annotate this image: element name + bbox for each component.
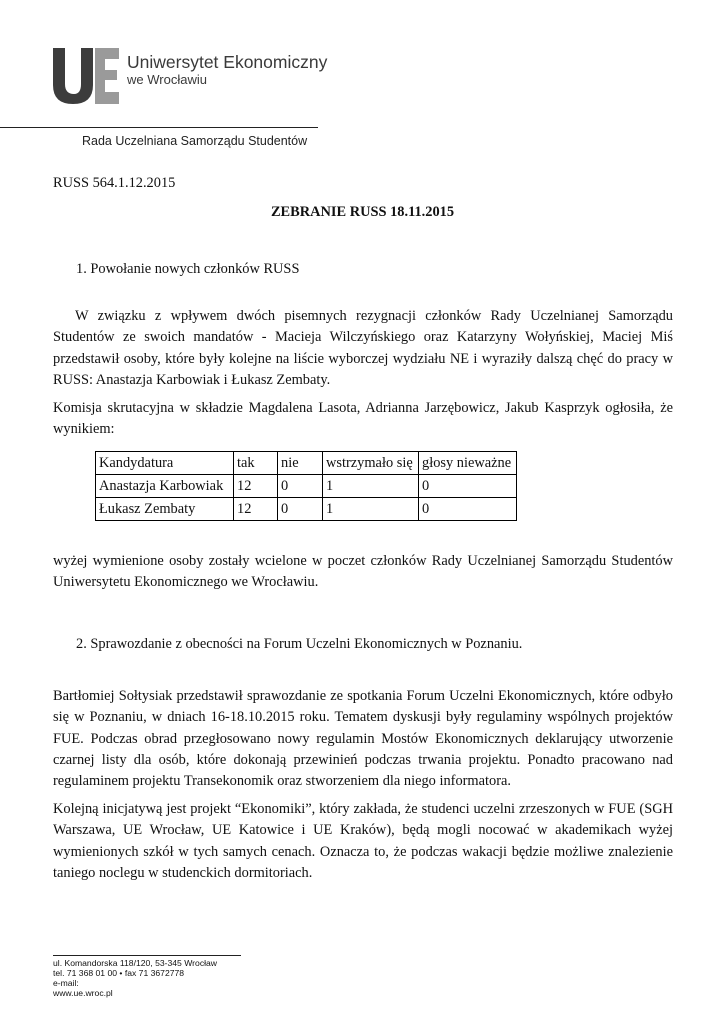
meeting-title: ZEBRANIE RUSS 18.11.2015 (270, 204, 455, 220)
header-divider (0, 127, 318, 128)
table-cell: 0 (278, 498, 323, 521)
section-1-heading: 1. Powołanie nowych członków RUSS (76, 261, 300, 277)
table-header-cell: nie (278, 452, 323, 475)
table-cell: 0 (419, 498, 517, 521)
footer-phone: tel. 71 368 01 00 • fax 71 3672778 (53, 968, 185, 978)
footer-email: e-mail: (53, 978, 79, 988)
section-1-paragraph-3: wyżej wymienione osoby zostały wcielone w poczet członków Rady Uczelnianej Samorządu Studentów Uniwersytetu Ekonomicznego we Wrocławiu. (53, 553, 673, 591)
table-header-cell: wstrzymało się (323, 452, 419, 475)
section-1-paragraph-2: Komisja skrutacyjna w składzie Magdalena Lasota, Adrianna Jarzębowicz, Jakub Kasprzyk ogłosiła, że wynikiem: (53, 400, 673, 438)
table-row (96, 475, 517, 498)
footer-address: ul. Komandorska 118/120, 53-345 Wrocław (53, 958, 218, 968)
section-1-paragraph-1: W związku z wpływem dwóch pisemnych rezygnacji członków Rady Uczelnianej Samorządu Studentów ze swoich mandatów - Macieja Wilczyńskiego oraz Katarzyny Wołyńskiej, Maciej Miś przedstawił osoby, które były kolejne na liście wyborczej wydziału NE i wyraziły dalszą chęć do pracy w RUSS: Anastazja Karbowiak i Łukasz Zembaty. (53, 308, 673, 388)
section-2-paragraph-2: Kolejną inicjatywą jest projekt “Ekonomiki”, który zakłada, że studenci uczelni zrzeszonych w FUE (SGH Warszawa, UE Wrocław, UE Katowice i UE Kraków), będą mogli nocować w akademikach wyżej wymienionych szkół w tych samych cenach. Oznacza to, że podczas wakacji będzie możliwe znalezienie taniego noclegu w studenckich dormitoriach. (53, 801, 673, 881)
footer-divider (53, 955, 241, 956)
table-header-cell: tak (234, 452, 278, 475)
university-city: we Wrocławiu (127, 72, 207, 87)
council-name: Rada Uczelniana Samorządu Studentów (82, 134, 308, 148)
table-cell: 12 (234, 498, 278, 521)
section-2-heading: 2. Sprawozdanie z obecności na Forum Uczelni Ekonomicznych w Poznaniu. (76, 636, 523, 652)
section-2-paragraph-1: Bartłomiej Sołtysiak przedstawił sprawozdanie ze spotkania Forum Uczelni Ekonomicznych, które odbyło się w Poznaniu, w dniach 16-18.10.2015 roku. Tematem dyskusji były regulaminy wspólnych projektów FUE. Podczas obrad przegłosowano nowy regulamin Mostów Ekonomicznych deklarujący utworzenie czarnej listy dla osób, które dokonają przewinień podczas trwania projektu. Ponadto pracowano nad regulaminem projektu Transekonomik oraz stworzeniem dla niego informatora. (53, 688, 673, 790)
university-name: Uniwersytet Ekonomiczny (127, 52, 328, 72)
footer-website[interactable]: www.ue.wroc.pl (53, 988, 113, 998)
table-cell: 0 (278, 475, 323, 498)
document-reference: RUSS 564.1.12.2015 (53, 175, 176, 191)
table-cell: Anastazja Karbowiak (96, 475, 234, 498)
table-cell: 12 (234, 475, 278, 498)
table-header-cell: głosy nieważne (419, 452, 517, 475)
table-cell: 0 (419, 475, 517, 498)
table-cell: 1 (323, 475, 419, 498)
table-cell: 1 (323, 498, 419, 521)
table-header-cell: Kandydatura (96, 452, 234, 475)
table-cell: Łukasz Zembaty (96, 498, 234, 521)
voting-results-table (95, 451, 517, 521)
table-header-row (96, 452, 517, 475)
university-logo (51, 44, 121, 106)
table-row (96, 498, 517, 521)
